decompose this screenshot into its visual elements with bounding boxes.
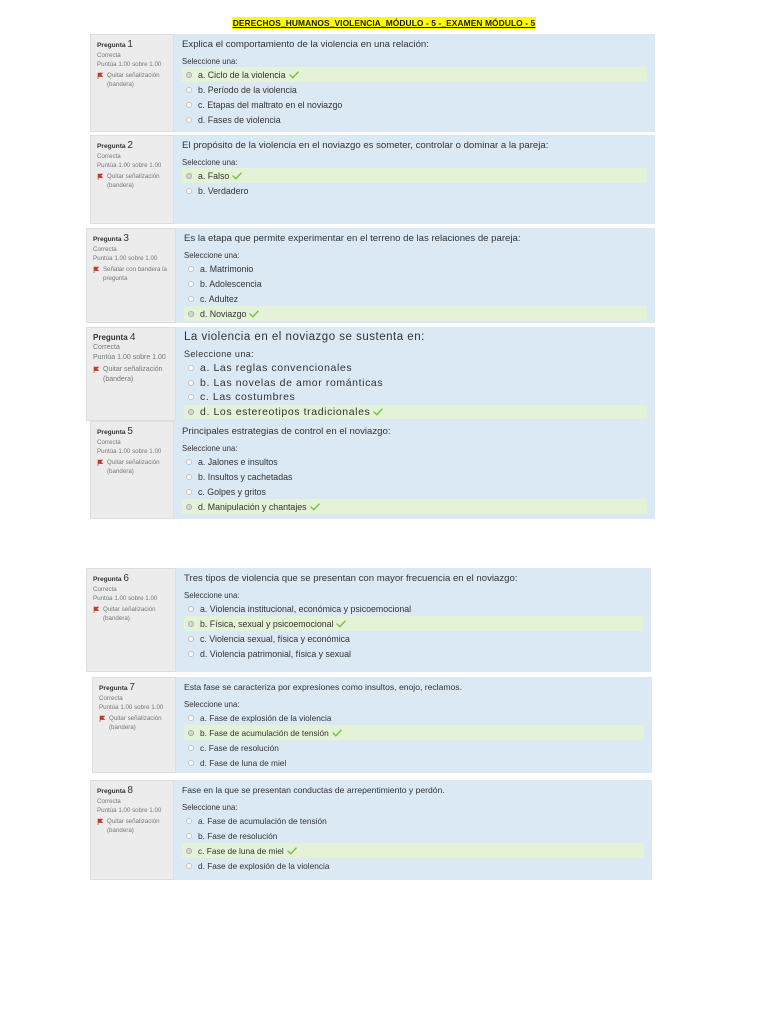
answer-option[interactable] xyxy=(184,390,647,405)
radio-icon[interactable] xyxy=(188,621,194,627)
question-label: Pregunta xyxy=(93,576,122,583)
radio-icon[interactable] xyxy=(188,760,194,766)
question-number-line xyxy=(93,573,169,585)
question-number: 7 xyxy=(129,682,135,693)
radio-icon[interactable] xyxy=(188,606,194,612)
answer-option[interactable] xyxy=(184,601,643,616)
question-text: Es la etapa que permite experimentar en el terreno de las relaciones de pareja: xyxy=(184,233,521,244)
question-status: Correcta xyxy=(93,344,120,351)
question-status: Correcta xyxy=(97,439,121,446)
question-number: 8 xyxy=(127,785,133,796)
select-prompt: Seleccione una: xyxy=(184,700,240,709)
question-label: Pregunta xyxy=(93,333,128,342)
answer-option[interactable] xyxy=(182,828,644,843)
option-label: a. Fase de acumulación de tensión xyxy=(198,815,327,826)
answer-option[interactable] xyxy=(182,183,647,198)
question-content xyxy=(176,677,652,773)
answer-option[interactable] xyxy=(184,710,644,725)
radio-icon[interactable] xyxy=(188,409,194,415)
question-content xyxy=(176,228,655,323)
radio-icon[interactable] xyxy=(188,365,194,371)
radio-icon[interactable] xyxy=(186,87,192,93)
option-label: b. Física, sexual y psicoemocional xyxy=(200,618,334,629)
option-label: c. Golpes y gritos xyxy=(198,486,266,497)
answer-option[interactable] xyxy=(182,469,647,484)
option-label: c. Violencia sexual, física y económica xyxy=(200,633,350,644)
select-prompt: Seleccione una: xyxy=(182,158,238,167)
option-label: c. Adultez xyxy=(200,293,239,304)
answer-option[interactable] xyxy=(184,261,647,276)
radio-icon[interactable] xyxy=(188,311,194,317)
question-label: Pregunta xyxy=(97,429,126,436)
question-content xyxy=(174,34,655,132)
flag-icon xyxy=(97,818,104,825)
question-block xyxy=(90,780,652,880)
question-score: Puntúa 1.00 sobre 1.00 xyxy=(93,255,158,262)
question-number: 2 xyxy=(127,140,133,151)
question-number-line xyxy=(93,233,169,245)
question-text: Fase en la que se presentan conductas de arrepentimiento y perdón. xyxy=(182,785,445,795)
radio-icon[interactable] xyxy=(186,474,192,480)
question-info xyxy=(86,228,176,323)
question-label: Pregunta xyxy=(97,143,126,150)
flag-label: Quitar señalización (bandera) xyxy=(107,72,160,88)
question-label: Pregunta xyxy=(99,685,128,692)
question-label: Pregunta xyxy=(97,42,126,49)
answer-option[interactable] xyxy=(184,276,647,291)
option-label: c. Fase de luna de miel xyxy=(198,845,284,856)
check-icon xyxy=(289,71,299,79)
option-label: d. Fase de luna de miel xyxy=(200,757,287,768)
answer-option[interactable] xyxy=(184,405,647,420)
radio-icon[interactable] xyxy=(186,188,192,194)
radio-icon[interactable] xyxy=(186,72,192,78)
radio-icon[interactable] xyxy=(188,730,194,736)
radio-icon[interactable] xyxy=(186,102,192,108)
check-icon xyxy=(336,620,346,628)
option-label: a. Fase de explosión de la violencia xyxy=(200,712,332,723)
answer-option[interactable] xyxy=(182,843,644,858)
flag-label: Quitar señalización (bandera) xyxy=(107,459,160,475)
radio-icon[interactable] xyxy=(186,504,192,510)
check-icon xyxy=(373,408,383,416)
answer-option[interactable] xyxy=(182,499,647,514)
flag-label: Quitar señalización (bandera) xyxy=(107,173,160,189)
option-label: d. Manipulación y chantajes xyxy=(198,501,307,512)
question-info xyxy=(90,34,174,132)
answer-option[interactable] xyxy=(184,646,643,661)
select-prompt: Seleccione una: xyxy=(182,444,238,453)
answer-option[interactable] xyxy=(184,306,647,321)
answer-option[interactable] xyxy=(184,376,647,391)
question-text: La violencia en el noviazgo se sustenta en: xyxy=(184,331,425,343)
question-number: 1 xyxy=(127,39,133,50)
select-prompt: Seleccione una: xyxy=(184,349,255,359)
option-label: b. Fase de resolución xyxy=(198,830,278,841)
flag-toggle[interactable] xyxy=(93,365,169,385)
flag-toggle[interactable] xyxy=(93,605,169,623)
flag-icon xyxy=(93,606,100,613)
question-number-line xyxy=(97,785,167,797)
question-text: El propósito de la violencia en el noviazgo es someter, controlar o dominar a la pareja: xyxy=(182,140,549,151)
radio-icon[interactable] xyxy=(188,380,194,386)
question-score: Puntúa 1.00 sobre 1.00 xyxy=(99,704,164,711)
option-label: a. Matrimonio xyxy=(200,263,254,274)
question-status: Correcta xyxy=(97,52,121,59)
question-content xyxy=(174,135,655,224)
answer-option[interactable] xyxy=(182,97,647,112)
option-label: b. Insultos y cachetadas xyxy=(198,471,293,482)
question-text: Esta fase se caracteriza por expresiones como insultos, enojo, reclamos. xyxy=(184,682,462,692)
check-icon xyxy=(232,172,242,180)
document-title-wrap xyxy=(0,13,768,31)
option-label: d. Violencia patrimonial, física y sexual xyxy=(200,648,351,659)
option-label: d. Noviazgo xyxy=(200,308,247,319)
flag-label: Señalar con bandera la pregunta xyxy=(103,266,167,282)
question-status: Correcta xyxy=(97,798,121,805)
question-status: Correcta xyxy=(99,695,123,702)
flag-icon xyxy=(99,715,106,722)
select-prompt: Seleccione una: xyxy=(184,251,240,260)
option-label: c. Etapas del maltrato en el noviazgo xyxy=(198,99,343,110)
check-icon xyxy=(287,847,297,855)
flag-icon xyxy=(97,459,104,466)
question-info xyxy=(86,568,176,672)
option-label: a. Ciclo de la violencia xyxy=(198,69,286,80)
answer-option[interactable] xyxy=(182,813,644,828)
check-icon xyxy=(249,310,259,318)
answer-option[interactable] xyxy=(182,67,647,82)
answer-option[interactable] xyxy=(182,112,647,127)
document-title: DERECHOS_HUMANOS_VIOLENCIA_MÓDULO - 5 -_EXAMEN MÓDULO - 5 xyxy=(232,18,536,28)
question-content xyxy=(174,421,655,519)
flag-label: Quitar señalización (bandera) xyxy=(103,606,156,622)
radio-icon[interactable] xyxy=(188,651,194,657)
option-label: a. Violencia institucional, económica y psicoemocional xyxy=(200,603,412,614)
question-score: Puntúa 1.00 sobre 1.00 xyxy=(93,595,158,602)
question-block xyxy=(92,677,652,773)
flag-toggle[interactable] xyxy=(97,71,167,89)
question-content xyxy=(176,327,655,421)
option-label: b. Adolescencia xyxy=(200,278,262,289)
question-number-line xyxy=(97,140,167,152)
flag-label: Quitar señalización (bandera) xyxy=(109,715,162,731)
question-number-line xyxy=(97,39,167,51)
question-info xyxy=(86,327,176,421)
option-label: a. Jalones e insultos xyxy=(198,456,278,467)
radio-icon[interactable] xyxy=(186,459,192,465)
flag-icon xyxy=(93,266,100,273)
question-number: 3 xyxy=(123,233,129,244)
question-info xyxy=(92,677,176,773)
flag-toggle[interactable] xyxy=(97,817,167,835)
flag-label: Quitar señalización (bandera) xyxy=(103,366,163,383)
select-prompt: Seleccione una: xyxy=(182,803,238,812)
answer-option[interactable] xyxy=(182,82,647,97)
flag-icon xyxy=(97,173,104,180)
question-score: Puntúa 1.00 sobre 1.00 xyxy=(97,162,162,169)
option-label: d. Los estereotipos tradicionales xyxy=(200,405,371,418)
option-label: b. Las novelas de amor románticas xyxy=(200,376,384,389)
answer-option[interactable] xyxy=(184,291,647,306)
radio-icon[interactable] xyxy=(188,636,194,642)
question-block xyxy=(90,135,655,224)
radio-icon[interactable] xyxy=(188,745,194,751)
question-status: Correcta xyxy=(93,586,117,593)
question-number-line xyxy=(99,682,169,694)
option-label: a. Las reglas convencionales xyxy=(200,362,353,375)
answer-option[interactable] xyxy=(184,740,644,755)
question-score: Puntúa 1.00 sobre 1.00 xyxy=(97,61,162,68)
flag-label: Quitar señalización (bandera) xyxy=(107,818,160,834)
question-score: Puntúa 1.00 sobre 1.00 xyxy=(97,448,162,455)
question-text: Explica el comportamiento de la violencia en una relación: xyxy=(182,39,429,50)
radio-icon[interactable] xyxy=(188,394,194,400)
answer-option[interactable] xyxy=(182,454,647,469)
radio-icon[interactable] xyxy=(186,863,192,869)
answer-option[interactable] xyxy=(182,168,647,183)
radio-icon[interactable] xyxy=(186,833,192,839)
question-block xyxy=(90,34,655,132)
answer-option[interactable] xyxy=(182,858,644,873)
option-label: b. Fase de acumulación de tensión xyxy=(200,727,329,738)
question-block xyxy=(86,228,655,323)
radio-icon[interactable] xyxy=(186,117,192,123)
select-prompt: Seleccione una: xyxy=(184,591,240,600)
question-score: Puntúa 1.00 sobre 1.00 xyxy=(93,354,166,361)
radio-icon[interactable] xyxy=(186,489,192,495)
radio-icon[interactable] xyxy=(188,296,194,302)
flag-icon xyxy=(97,72,104,79)
question-number-line xyxy=(93,332,169,343)
option-label: d. Fases de violencia xyxy=(198,114,281,125)
flag-toggle[interactable] xyxy=(97,172,167,190)
question-number: 4 xyxy=(129,332,136,343)
question-text: Tres tipos de violencia que se presentan con mayor frecuencia en el noviazgo: xyxy=(184,573,518,584)
answer-option[interactable] xyxy=(184,755,644,770)
radio-icon[interactable] xyxy=(188,281,194,287)
flag-icon xyxy=(93,366,100,373)
question-info xyxy=(90,780,174,880)
radio-icon[interactable] xyxy=(186,173,192,179)
radio-icon[interactable] xyxy=(186,818,192,824)
flag-toggle[interactable] xyxy=(99,714,169,732)
option-label: b. Verdadero xyxy=(198,185,249,196)
question-score: Puntúa 1.00 sobre 1.00 xyxy=(97,807,162,814)
answer-option[interactable] xyxy=(182,484,647,499)
option-label: b. Período de la violencia xyxy=(198,84,297,95)
option-label: c. Las costumbres xyxy=(200,391,296,404)
answer-option[interactable] xyxy=(184,616,643,631)
flag-toggle[interactable] xyxy=(93,265,169,283)
select-prompt: Seleccione una: xyxy=(182,57,238,66)
radio-icon[interactable] xyxy=(188,715,194,721)
question-info xyxy=(90,421,174,519)
question-status: Correcta xyxy=(93,246,117,253)
question-info xyxy=(90,135,174,224)
check-icon xyxy=(332,729,342,737)
question-number-line xyxy=(97,426,167,438)
question-number: 6 xyxy=(123,573,129,584)
question-label: Pregunta xyxy=(97,788,126,795)
answer-option[interactable] xyxy=(184,725,644,740)
option-label: d. Fase de explosión de la violencia xyxy=(198,860,330,871)
radio-icon[interactable] xyxy=(188,266,194,272)
question-block xyxy=(90,421,655,519)
radio-icon[interactable] xyxy=(186,848,192,854)
question-content xyxy=(176,568,651,672)
question-content xyxy=(174,780,652,880)
question-block xyxy=(86,568,651,672)
question-number: 5 xyxy=(127,426,133,437)
question-block xyxy=(86,327,655,421)
option-label: c. Fase de resolución xyxy=(200,742,279,753)
option-label: a. Falso xyxy=(198,170,230,181)
question-label: Pregunta xyxy=(93,236,122,243)
answer-option[interactable] xyxy=(184,631,643,646)
answer-option[interactable] xyxy=(184,361,647,376)
question-status: Correcta xyxy=(97,153,121,160)
flag-toggle[interactable] xyxy=(97,458,167,476)
question-text: Principales estrategias de control en el noviazgo: xyxy=(182,426,391,437)
check-icon xyxy=(310,503,320,511)
